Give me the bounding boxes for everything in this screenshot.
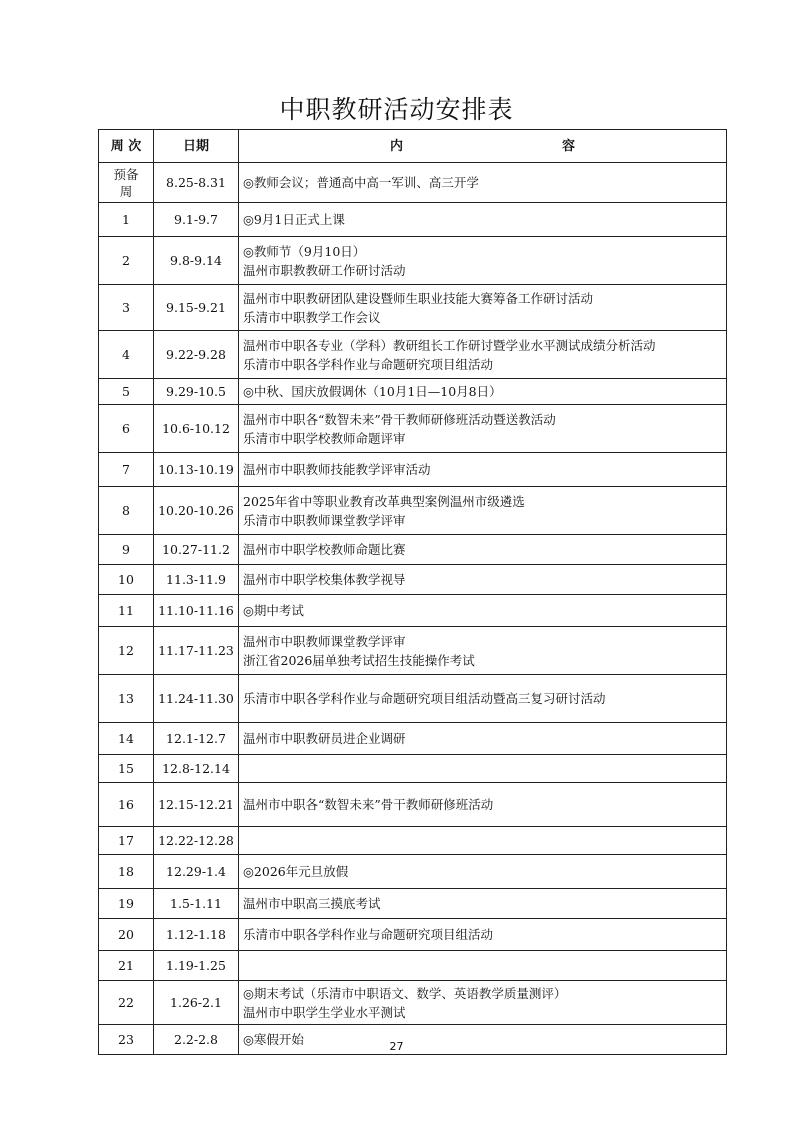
content-cell xyxy=(239,783,727,827)
week-cell: 2 xyxy=(99,237,154,285)
date-cell: 12.1-12.7 xyxy=(154,723,239,755)
content-line: 温州市中职教研团队建设暨师生职业技能大赛筹备工作研讨活动 xyxy=(243,290,594,306)
header-content xyxy=(239,130,727,163)
content-line: 温州市中职各“数智未来”骨干教师研修班活动 xyxy=(243,797,494,812)
table-row xyxy=(99,535,727,565)
content-line: ◎期中考试 xyxy=(243,603,304,618)
content-line: 温州市中职各“数智未来”骨干教师研修班活动暨送教活动 xyxy=(243,411,556,427)
week-cell: 17 xyxy=(99,827,154,855)
week-cell: 13 xyxy=(99,675,154,723)
week-cell: 22 xyxy=(99,981,154,1025)
content-line: 乐清市中职教学工作会议 xyxy=(243,309,381,325)
content-cell xyxy=(239,889,727,919)
week-cell: 6 xyxy=(99,405,154,453)
week-cell: 3 xyxy=(99,285,154,331)
content-line: ◎教师会议；普通高中高一军训、高三开学 xyxy=(243,175,479,190)
table-row xyxy=(99,951,727,981)
table-row xyxy=(99,855,727,889)
content-cell xyxy=(239,453,727,487)
date-cell: 10.27-11.2 xyxy=(154,535,239,565)
date-cell: 10.6-10.12 xyxy=(154,405,239,453)
week-cell: 5 xyxy=(99,379,154,405)
content-cell xyxy=(239,723,727,755)
week-cell: 4 xyxy=(99,331,154,379)
date-cell: 1.5-1.11 xyxy=(154,889,239,919)
date-cell: 1.26-2.1 xyxy=(154,981,239,1025)
content-line: ◎教师节（9月10日） xyxy=(243,243,366,259)
date-cell: 12.8-12.14 xyxy=(154,755,239,783)
date-cell: 9.15-9.21 xyxy=(154,285,239,331)
content-line: 浙江省2026届单独考试招生技能操作考试 xyxy=(243,652,475,668)
table-header-row xyxy=(99,130,727,163)
table-row xyxy=(99,919,727,951)
table-row xyxy=(99,889,727,919)
content-line: 温州市中职学生学业水平测试 xyxy=(243,1004,406,1020)
content-cell xyxy=(239,405,727,453)
content-cell xyxy=(239,981,727,1025)
table-row xyxy=(99,827,727,855)
date-cell: 11.3-11.9 xyxy=(154,565,239,595)
date-cell: 1.12-1.18 xyxy=(154,919,239,951)
table-row xyxy=(99,675,727,723)
content-line: 乐清市中职各学科作业与命题研究项目组活动 xyxy=(243,356,494,372)
week-cell: 9 xyxy=(99,535,154,565)
header-week: 周 次 xyxy=(99,130,154,163)
date-cell: 9.1-9.7 xyxy=(154,203,239,237)
content-line: 温州市中职各专业（学科）教研组长工作研讨暨学业水平测试成绩分析活动 xyxy=(243,337,656,353)
content-line: 乐清市中职各学科作业与命题研究项目组活动 xyxy=(243,927,494,942)
date-cell: 2.2-2.8 xyxy=(154,1025,239,1055)
header-content-left: 内 xyxy=(389,138,403,154)
content-line: 温州市中职高三摸底考试 xyxy=(243,896,381,911)
content-line: 乐清市中职教师课堂教学评审 xyxy=(243,512,406,528)
date-cell: 12.15-12.21 xyxy=(154,783,239,827)
date-cell: 9.8-9.14 xyxy=(154,237,239,285)
content-cell xyxy=(239,163,727,203)
content-cell xyxy=(239,237,727,285)
table-row xyxy=(99,163,727,203)
table-row xyxy=(99,453,727,487)
content-cell xyxy=(239,855,727,889)
content-cell xyxy=(239,203,727,237)
date-cell: 11.24-11.30 xyxy=(154,675,239,723)
week-cell: 1 xyxy=(99,203,154,237)
content-cell xyxy=(239,285,727,331)
schedule-table xyxy=(98,129,727,1055)
week-cell: 预备周 xyxy=(99,163,154,203)
header-date: 日期 xyxy=(154,130,239,163)
week-cell: 16 xyxy=(99,783,154,827)
table-row xyxy=(99,981,727,1025)
table-row xyxy=(99,487,727,535)
content-line: 温州市中职教师课堂教学评审 xyxy=(243,633,406,649)
table-row xyxy=(99,783,727,827)
date-cell: 10.20-10.26 xyxy=(154,487,239,535)
content-cell xyxy=(239,627,727,675)
week-cell: 20 xyxy=(99,919,154,951)
content-cell xyxy=(239,487,727,535)
content-cell xyxy=(239,675,727,723)
content-line: ◎9月1日正式上课 xyxy=(243,212,345,227)
date-cell: 11.10-11.16 xyxy=(154,595,239,627)
content-line: ◎期末考试（乐清市中职语文、数学、英语教学质量测评） xyxy=(243,985,567,1001)
week-cell: 10 xyxy=(99,565,154,595)
content-cell xyxy=(239,951,727,981)
date-cell: 10.13-10.19 xyxy=(154,453,239,487)
week-cell: 21 xyxy=(99,951,154,981)
week-cell: 19 xyxy=(99,889,154,919)
content-line: 温州市中职学校教师命题比赛 xyxy=(243,542,406,557)
content-cell xyxy=(239,565,727,595)
date-cell: 8.25-8.31 xyxy=(154,163,239,203)
content-cell xyxy=(239,919,727,951)
page-number: 27 xyxy=(389,1040,404,1053)
week-cell: 12 xyxy=(99,627,154,675)
date-cell: 9.29-10.5 xyxy=(154,379,239,405)
week-cell: 23 xyxy=(99,1025,154,1055)
week-cell: 8 xyxy=(99,487,154,535)
content-cell xyxy=(239,595,727,627)
content-cell xyxy=(239,331,727,379)
header-content-right: 容 xyxy=(562,138,576,154)
content-cell xyxy=(239,379,727,405)
date-cell: 12.22-12.28 xyxy=(154,827,239,855)
week-cell: 11 xyxy=(99,595,154,627)
content-line: 温州市中职教师技能教学评审活动 xyxy=(243,462,431,477)
table-row xyxy=(99,565,727,595)
date-cell: 9.22-9.28 xyxy=(154,331,239,379)
content-cell xyxy=(239,755,727,783)
table-row xyxy=(99,595,727,627)
date-cell: 11.17-11.23 xyxy=(154,627,239,675)
content-line: 2025年省中等职业教育改革典型案例温州市级遴选 xyxy=(243,493,525,509)
content-line: 温州市职教教研工作研讨活动 xyxy=(243,262,406,278)
table-row xyxy=(99,285,727,331)
table-row xyxy=(99,755,727,783)
date-cell: 1.19-1.25 xyxy=(154,951,239,981)
week-cell: 14 xyxy=(99,723,154,755)
content-line: ◎2026年元旦放假 xyxy=(243,864,349,879)
content-line: 温州市中职学校集体教学视导 xyxy=(243,572,406,587)
table-row xyxy=(99,723,727,755)
table-row xyxy=(99,331,727,379)
content-line: 乐清市中职各学科作业与命题研究项目组活动暨高三复习研讨活动 xyxy=(243,691,606,706)
week-cell: 7 xyxy=(99,453,154,487)
page-title: 中职教研活动安排表 xyxy=(279,95,514,124)
week-cell: 15 xyxy=(99,755,154,783)
content-line: 乐清市中职学校教师命题评审 xyxy=(243,430,406,446)
content-line: 温州市中职教研员进企业调研 xyxy=(243,731,406,746)
table-row xyxy=(99,203,727,237)
date-cell: 12.29-1.4 xyxy=(154,855,239,889)
content-line: ◎中秋、国庆放假调休（10月1日—10月8日） xyxy=(243,384,502,399)
table-row xyxy=(99,237,727,285)
content-cell xyxy=(239,535,727,565)
table-row xyxy=(99,627,727,675)
content-line: ◎寒假开始 xyxy=(243,1032,304,1047)
week-cell: 18 xyxy=(99,855,154,889)
content-cell xyxy=(239,827,727,855)
table-row xyxy=(99,379,727,405)
table-row xyxy=(99,405,727,453)
